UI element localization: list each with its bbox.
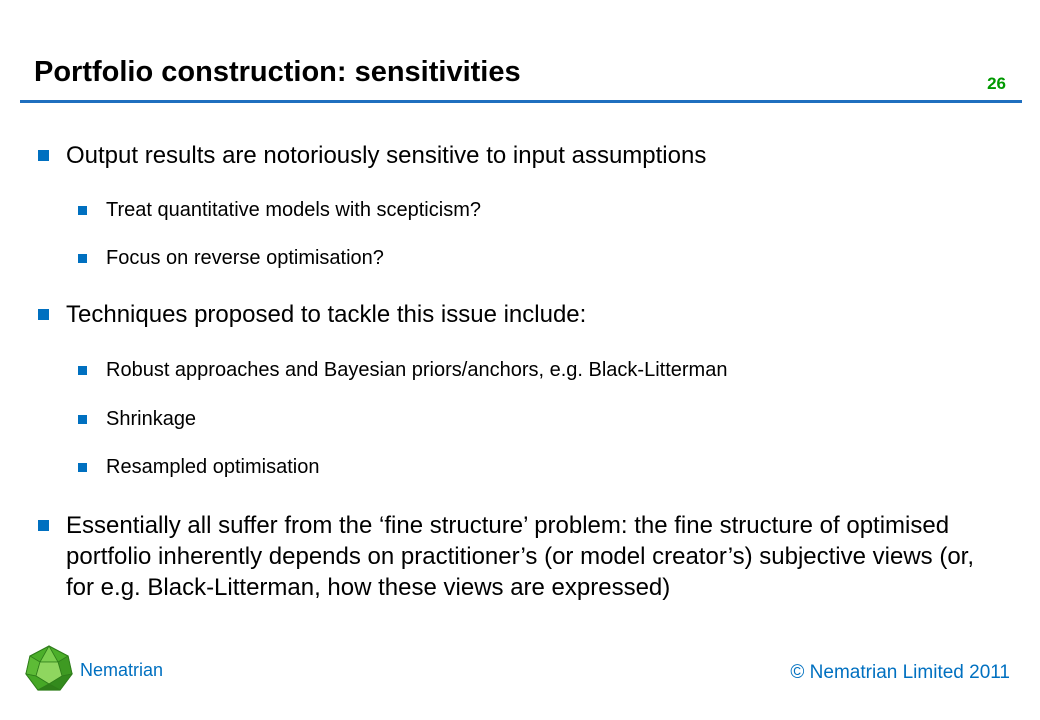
bullet-item [66,140,706,171]
bullet-marker-icon [38,309,49,320]
footer-brand: Nematrian [80,660,164,680]
sub-bullet-item [106,357,727,383]
bullet-text: Output results are notoriously sensitive to input assumptions [66,142,707,169]
footer-copyright: © Nematrian Limited 2011 [790,662,1010,683]
bullet-marker-icon [38,520,49,531]
bullet-text: Treat quantitative models with scepticism? [106,199,481,221]
sub-bullet-item [106,454,319,480]
bullet-marker-icon [78,463,87,472]
bullet-text: Techniques proposed to tackle this issue include: [66,301,587,328]
nematrian-logo-icon [24,644,74,694]
title-divider [20,100,1022,103]
sub-bullet-item [106,245,384,271]
bullet-marker-icon [38,150,49,161]
sub-bullet-item [106,197,481,223]
bullet-marker-icon [78,206,87,215]
bullet-text: Focus on reverse optimisation? [106,247,384,269]
page-number: 26 [987,74,1006,93]
sub-bullet-item [106,406,196,432]
bullet-marker-icon [78,415,87,424]
bullet-item [66,510,1006,603]
bullet-text: Robust approaches and Bayesian priors/anchors, e.g. Black-Litterman [106,359,728,381]
slide-title: Portfolio construction: sensitivities [34,56,521,88]
bullet-text: Shrinkage [106,408,197,430]
bullet-text: Essentially all suffer from the ‘fine structure’ problem: the fine structure of optimised portfolio inherently depends on practitioner’s (or model creator’s) subjective views (or, for e.g. Black-Litterman, how these views are expressed) [66,512,975,601]
bullet-text: Resampled optimisation [106,456,320,478]
bullet-item [66,299,586,330]
bullet-marker-icon [78,366,87,375]
bullet-marker-icon [78,254,87,263]
